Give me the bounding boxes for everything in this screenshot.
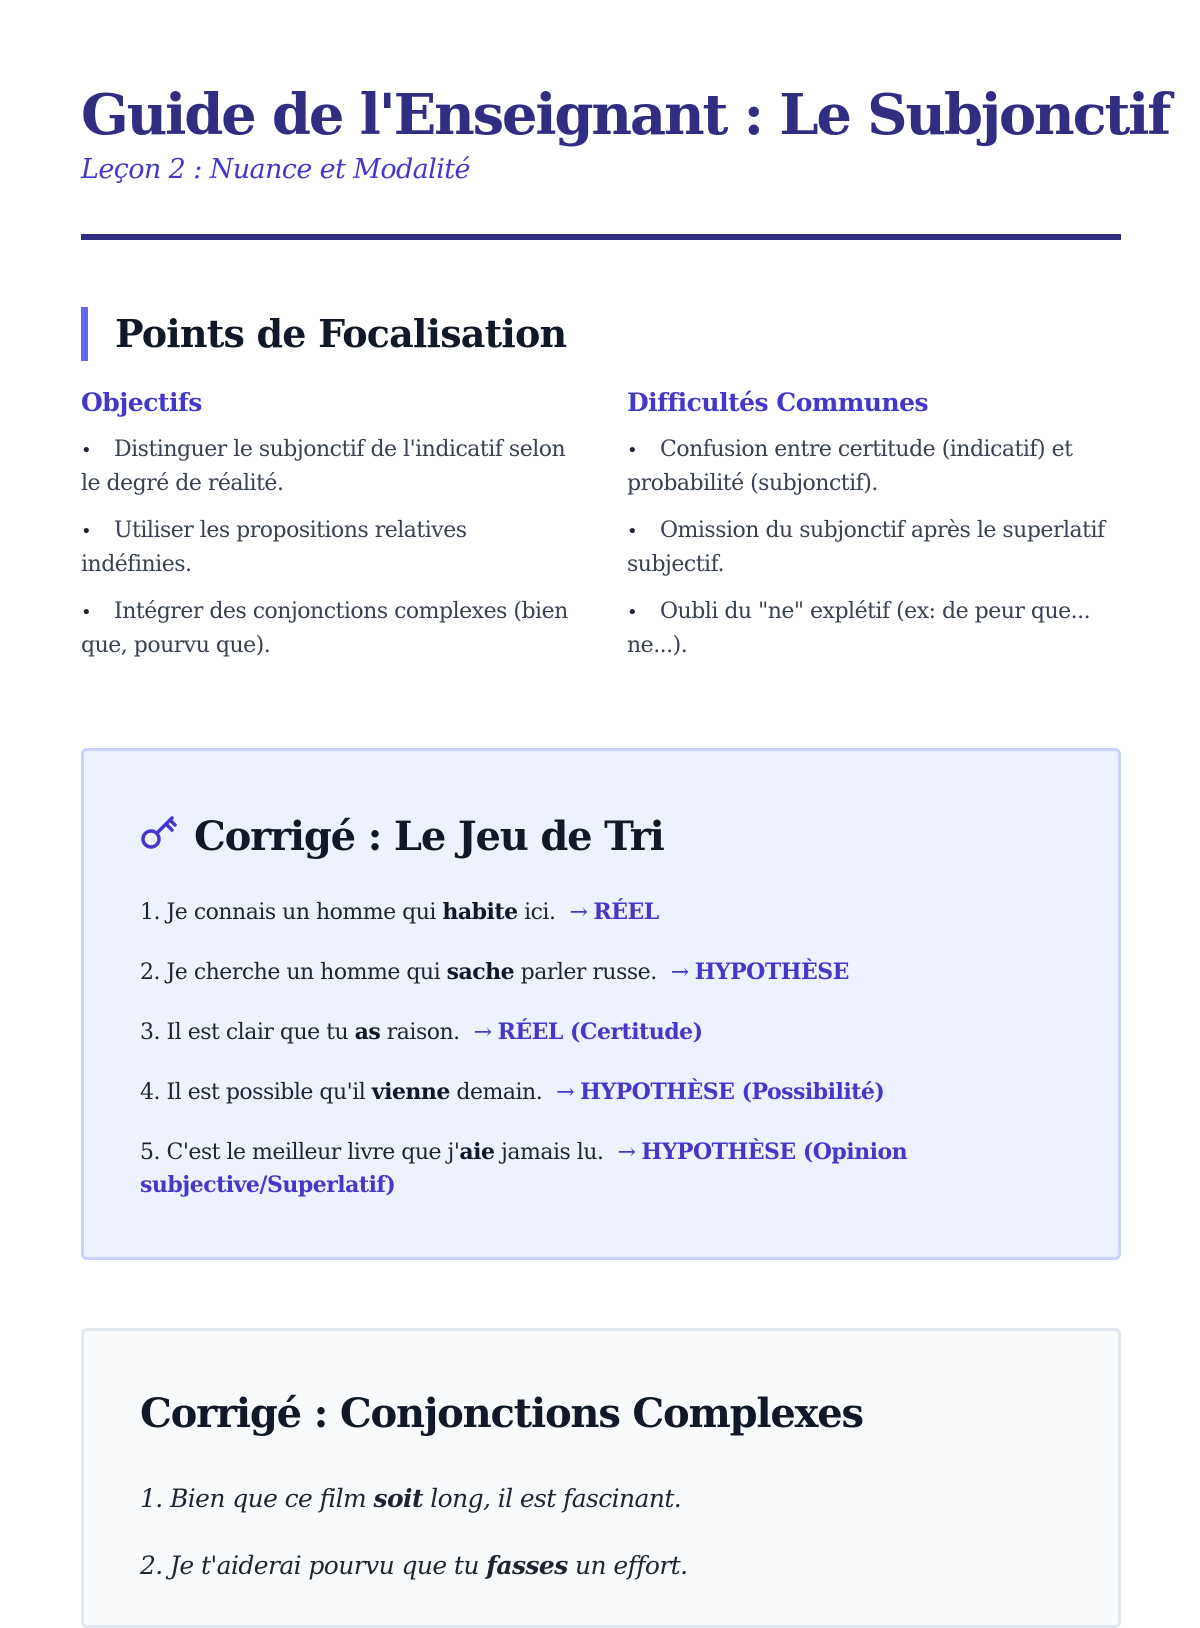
list-item <box>627 514 1117 581</box>
verb: vienne <box>371 1079 450 1105</box>
objective-text: Distinguer le subjonctif de l'indicatif selon le degré de réalité. <box>81 437 566 496</box>
difficulty-text: Confusion entre certitude (indicatif) et probabilité (subjonctif). <box>627 437 1073 496</box>
verb: fasses <box>486 1551 568 1580</box>
conjunctions-answer-key-card <box>81 1328 1121 1628</box>
list-item <box>627 433 1117 500</box>
conjunctions-answers-list <box>140 1481 1070 1615</box>
verb: as <box>354 1019 381 1045</box>
conjunctions-card-title: Corrigé : Conjonctions Complexes <box>140 1390 863 1437</box>
bullet-icon: • <box>627 521 638 542</box>
objectives-column <box>81 388 571 676</box>
bullet-icon: • <box>627 602 638 623</box>
sorting-answers-list <box>140 896 1070 1229</box>
bullet-icon: • <box>81 521 92 542</box>
list-item: 1. Je connais un homme qui habite ici. → RÉEL <box>140 899 659 925</box>
list-item: 1. Bien que ce film soit long, il est fascinant. <box>140 1484 682 1513</box>
key-icon <box>139 813 177 851</box>
sorting-card-title: Corrigé : Le Jeu de Tri <box>194 813 664 860</box>
bullet-icon: • <box>627 440 638 461</box>
title-divider <box>81 234 1121 240</box>
answer-label: → HYPOTHÈSE (Opinion subjective/Superlatif) <box>140 1139 908 1198</box>
answer-label: → HYPOTHÈSE <box>670 959 849 985</box>
list-item: 2. Je t'aiderai pourvu que tu fasses un effort. <box>140 1551 688 1580</box>
difficulties-column <box>627 388 1117 676</box>
focus-section-heading: Points de Focalisation <box>81 307 566 361</box>
answer-label: → HYPOTHÈSE (Possibilité) <box>556 1079 885 1105</box>
list-item <box>81 514 571 581</box>
difficulty-text: Omission du subjonctif après le superlatif subjectif. <box>627 518 1105 577</box>
page-subtitle: Leçon 2 : Nuance et Modalité <box>81 154 470 185</box>
difficulties-list <box>627 433 1117 662</box>
list-item: 3. Il est clair que tu as raison. → RÉEL (Certitude) <box>140 1019 703 1045</box>
verb: aie <box>459 1139 495 1165</box>
list-item <box>81 595 571 662</box>
verb: sache <box>446 959 515 985</box>
list-item: 4. Il est possible qu'il vienne demain. → HYPOTHÈSE (Possibilité) <box>140 1079 885 1105</box>
answer-label: → RÉEL (Certitude) <box>473 1019 703 1045</box>
objective-text: Utiliser les propositions relatives indéfinies. <box>81 518 467 577</box>
verb: habite <box>442 899 518 925</box>
sorting-answer-key-card <box>81 748 1121 1260</box>
difficulties-heading: Difficultés Communes <box>627 388 929 417</box>
answer-label: → RÉEL <box>569 899 659 925</box>
verb: soit <box>373 1484 423 1513</box>
list-item <box>627 595 1117 662</box>
list-item: 5. C'est le meilleur livre que j'aie jamais lu. → HYPOTHÈSE (Opinion subjective/Superlatif) <box>140 1139 908 1198</box>
list-item <box>81 433 571 500</box>
objectives-heading: Objectifs <box>81 388 202 417</box>
bullet-icon: • <box>81 602 92 623</box>
page-title: Guide de l'Enseignant : Le Subjonctif <box>81 82 1170 148</box>
objectives-list <box>81 433 571 662</box>
objective-text: Intégrer des conjonctions complexes (bien que, pourvu que). <box>81 599 568 658</box>
list-item: 2. Je cherche un homme qui sache parler russe. → HYPOTHÈSE <box>140 959 849 985</box>
bullet-icon: • <box>81 440 92 461</box>
difficulty-text: Oubli du "ne" explétif (ex: de peur que... ne...). <box>627 599 1091 658</box>
